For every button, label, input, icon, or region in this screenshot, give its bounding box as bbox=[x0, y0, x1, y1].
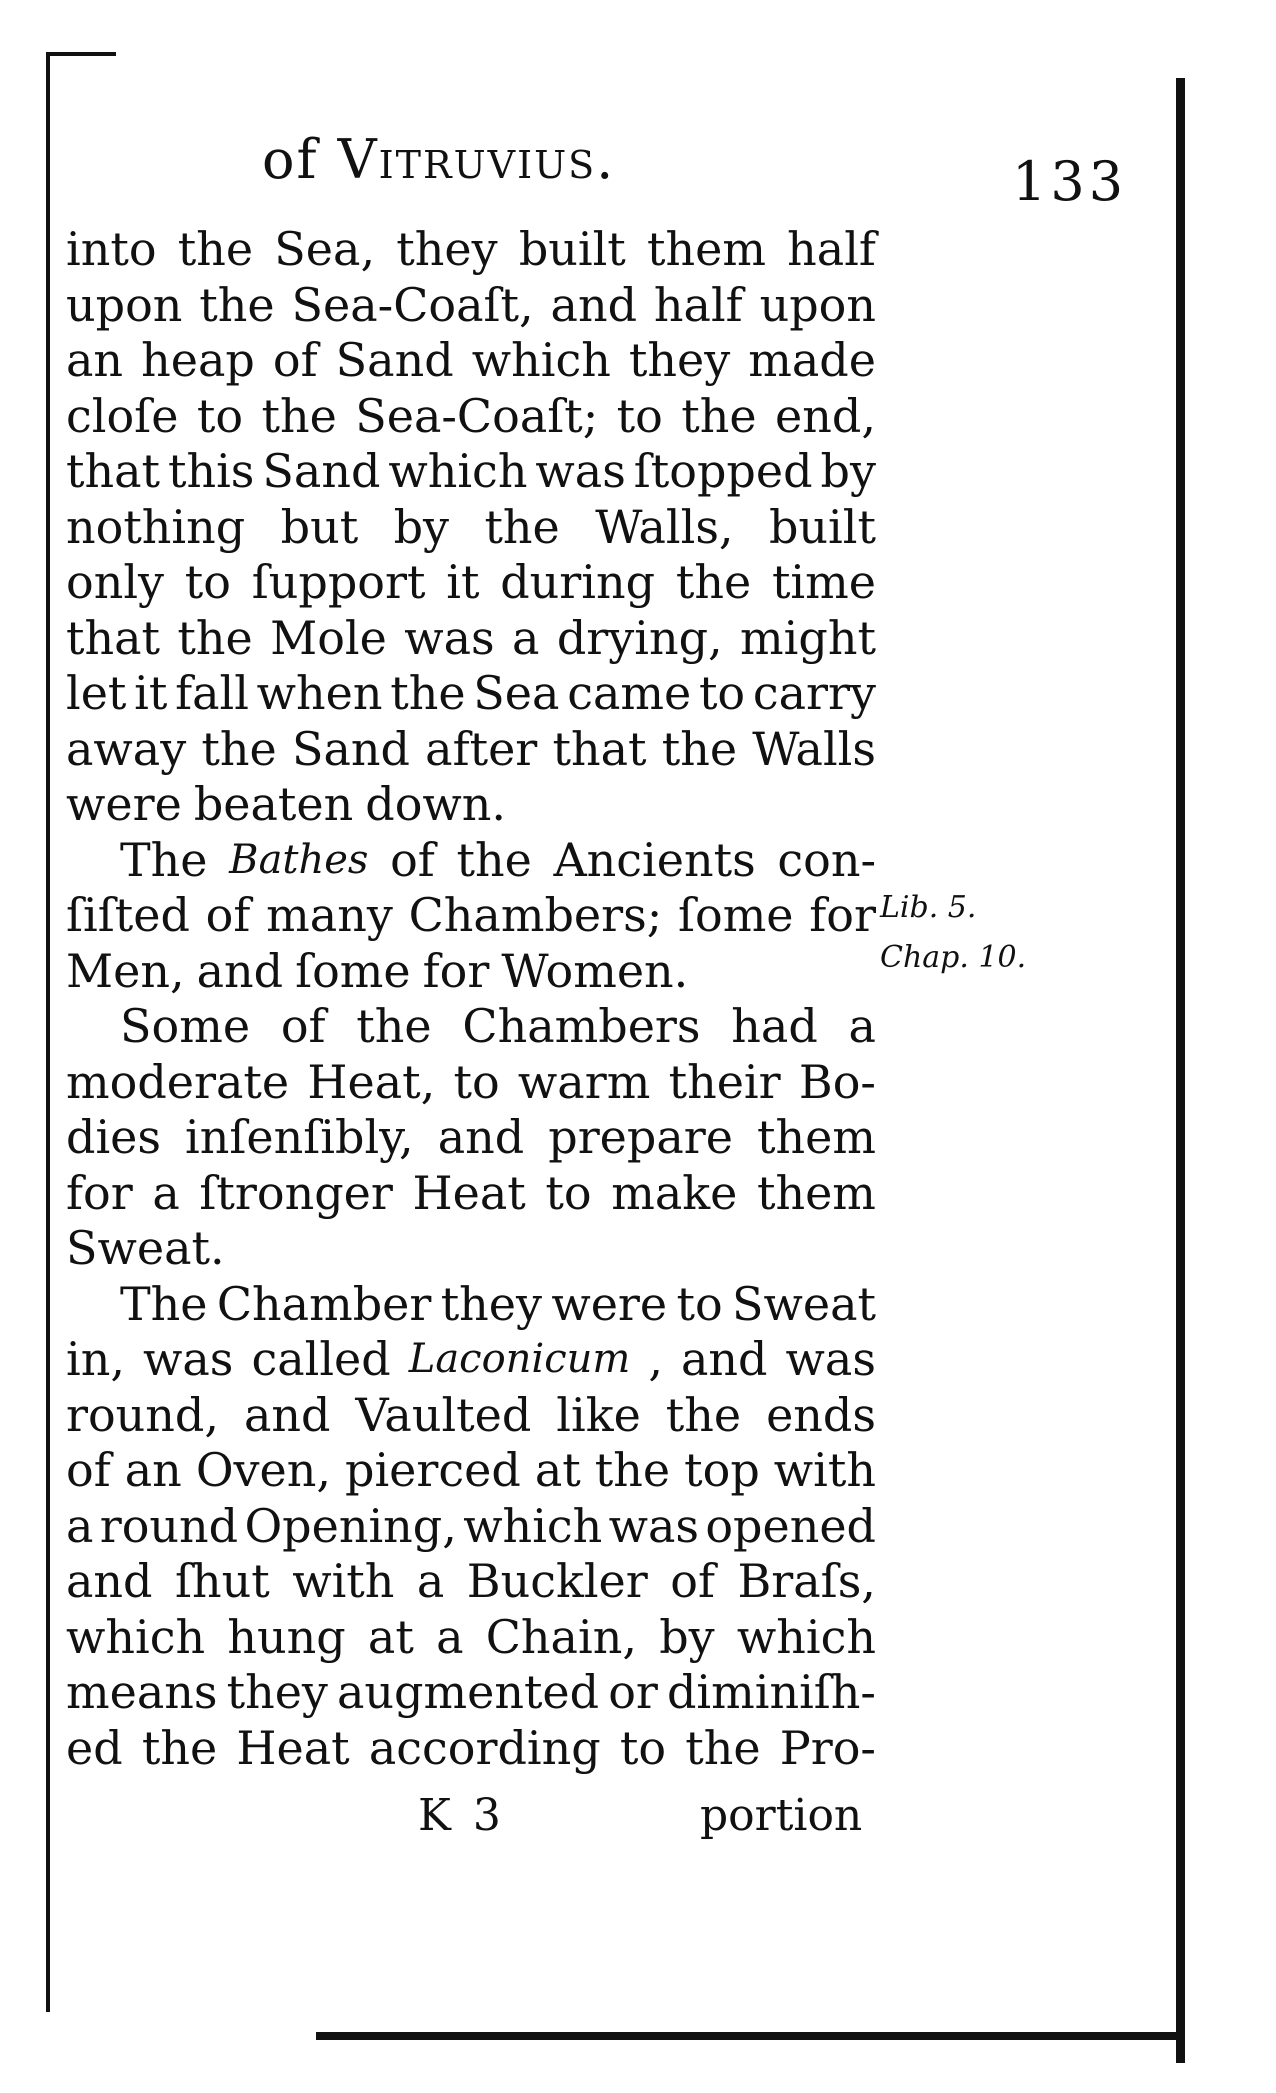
word: but bbox=[280, 499, 359, 554]
word: ſiſted bbox=[66, 888, 190, 942]
text-line bbox=[66, 833, 876, 889]
text-line bbox=[66, 1610, 876, 1666]
word: with bbox=[773, 1443, 876, 1497]
word: half bbox=[787, 222, 876, 276]
word: opened bbox=[705, 1498, 876, 1553]
word: and bbox=[550, 277, 638, 332]
word: ſtopped bbox=[633, 444, 813, 498]
word: of bbox=[280, 999, 326, 1053]
word: by bbox=[393, 499, 450, 554]
word: Chamber bbox=[216, 1276, 432, 1331]
word: a bbox=[848, 999, 876, 1053]
word: heap bbox=[141, 333, 255, 387]
word: Bo- bbox=[798, 1054, 876, 1109]
word: Chambers; bbox=[408, 888, 663, 942]
word: was bbox=[143, 1332, 234, 1386]
word: Sea, bbox=[274, 222, 376, 276]
italic-word: Bathes bbox=[229, 836, 369, 883]
word: to bbox=[453, 1054, 500, 1109]
word: the bbox=[456, 832, 532, 887]
text-line bbox=[66, 888, 876, 944]
page-border-right bbox=[1176, 78, 1185, 2063]
text-line bbox=[66, 333, 876, 389]
word: away bbox=[66, 721, 187, 776]
word: Braſs, bbox=[737, 1554, 876, 1608]
word: cloſe bbox=[66, 388, 179, 443]
word: them bbox=[757, 1110, 876, 1164]
word: the bbox=[356, 999, 432, 1053]
text-line bbox=[66, 1277, 876, 1333]
word: for bbox=[422, 943, 490, 998]
word: ſupport bbox=[251, 555, 426, 609]
word: had bbox=[731, 999, 818, 1053]
word: inſenſibly, bbox=[185, 1110, 414, 1164]
word: it bbox=[134, 666, 168, 720]
text-line bbox=[66, 1443, 876, 1499]
word: half bbox=[653, 277, 743, 332]
word: to bbox=[676, 1276, 723, 1331]
word: was bbox=[608, 1498, 700, 1553]
word: Sweat bbox=[731, 1276, 876, 1331]
word: a bbox=[66, 1498, 94, 1553]
word: them bbox=[647, 222, 766, 276]
word: ed bbox=[66, 1720, 123, 1775]
word: into bbox=[66, 222, 157, 276]
italic-word: Laconicum bbox=[408, 1336, 631, 1382]
word: that bbox=[552, 721, 647, 776]
word: after bbox=[425, 721, 538, 776]
word: which bbox=[736, 1609, 876, 1664]
word: and bbox=[680, 1332, 768, 1386]
word: a bbox=[152, 1165, 180, 1220]
word: pierced bbox=[345, 1443, 521, 1497]
word: upon bbox=[66, 277, 183, 332]
word: augmented bbox=[336, 1665, 600, 1719]
word: ſhut bbox=[174, 1554, 270, 1608]
word: and bbox=[66, 1554, 153, 1608]
text-line bbox=[66, 1499, 876, 1555]
word: of bbox=[205, 888, 251, 942]
text-line bbox=[66, 1332, 876, 1388]
word: the bbox=[141, 1720, 218, 1775]
body-text bbox=[66, 222, 876, 1776]
text-line bbox=[66, 222, 876, 278]
word: was bbox=[535, 444, 626, 498]
running-head-of: of bbox=[262, 128, 319, 191]
word: round, bbox=[66, 1387, 220, 1442]
word: with bbox=[292, 1554, 395, 1608]
word: warm bbox=[517, 1054, 651, 1109]
word: a bbox=[512, 610, 540, 665]
word: prepare bbox=[548, 1110, 733, 1164]
word: the bbox=[390, 666, 466, 720]
word: Men, bbox=[66, 943, 185, 998]
text-line bbox=[66, 389, 876, 445]
word: many bbox=[266, 888, 393, 942]
word: to bbox=[196, 388, 244, 443]
text-line bbox=[66, 1166, 876, 1222]
word: Chambers bbox=[462, 999, 701, 1053]
word: at bbox=[534, 1443, 581, 1497]
word: the bbox=[484, 499, 560, 554]
word: upon bbox=[759, 277, 876, 332]
word: and bbox=[196, 943, 284, 998]
text-line bbox=[66, 666, 876, 722]
page-number: 133 bbox=[1012, 150, 1128, 213]
word: the bbox=[681, 388, 757, 443]
word: , bbox=[648, 1332, 663, 1386]
word: which bbox=[463, 1498, 603, 1553]
word: hung bbox=[227, 1609, 346, 1664]
word: down. bbox=[365, 777, 507, 831]
word: Sand bbox=[335, 333, 454, 387]
word: was bbox=[404, 610, 495, 665]
word: means bbox=[66, 1665, 218, 1719]
word: which bbox=[66, 1609, 206, 1664]
word: only bbox=[66, 555, 165, 609]
text-line bbox=[66, 555, 876, 611]
text-line bbox=[66, 500, 876, 556]
word: of bbox=[272, 333, 318, 387]
word: or bbox=[608, 1665, 658, 1719]
word: they bbox=[226, 1665, 328, 1719]
word: according bbox=[368, 1720, 601, 1775]
word: Sweat. bbox=[66, 1221, 225, 1275]
word: Sea bbox=[473, 666, 560, 720]
margin-note-chap: Chap. 10. bbox=[880, 940, 1027, 975]
word: Heat bbox=[412, 1165, 526, 1220]
word: ſome bbox=[295, 943, 411, 998]
word: ends bbox=[766, 1387, 876, 1442]
word: dies bbox=[66, 1110, 161, 1164]
word: a bbox=[416, 1554, 445, 1608]
word: the bbox=[685, 1720, 761, 1775]
word: was bbox=[785, 1332, 876, 1386]
word: for bbox=[66, 1165, 133, 1220]
word: their bbox=[668, 1054, 781, 1109]
text-line bbox=[66, 777, 876, 833]
word: fall bbox=[175, 666, 249, 720]
word: Buckler bbox=[466, 1554, 648, 1608]
word: built bbox=[768, 499, 876, 554]
text-line bbox=[66, 611, 876, 667]
word: came bbox=[567, 666, 692, 720]
word: when bbox=[256, 666, 383, 720]
word: Heat bbox=[236, 1720, 350, 1775]
word: of bbox=[66, 1443, 111, 1497]
text-line bbox=[66, 722, 876, 778]
word: moderate bbox=[66, 1054, 290, 1109]
word: the bbox=[675, 555, 752, 609]
catchword: portion bbox=[700, 1790, 863, 1841]
word: the bbox=[199, 277, 275, 332]
word: in, bbox=[66, 1332, 125, 1386]
word: were bbox=[66, 777, 182, 831]
text-line bbox=[66, 1665, 876, 1721]
word: round bbox=[99, 1498, 239, 1553]
word: and bbox=[437, 1110, 525, 1164]
text-line bbox=[66, 944, 876, 1000]
word: the bbox=[201, 721, 277, 776]
word: an bbox=[66, 333, 124, 387]
word: built bbox=[518, 222, 626, 276]
word: of bbox=[390, 832, 435, 887]
text-line bbox=[66, 1110, 876, 1166]
word: Sand bbox=[262, 444, 381, 498]
word: Pro- bbox=[779, 1720, 876, 1775]
word: Heat, bbox=[307, 1054, 436, 1109]
word: diminiſh- bbox=[666, 1665, 876, 1719]
word: Women. bbox=[501, 943, 689, 998]
word: Walls bbox=[752, 721, 876, 776]
word: Vaulted bbox=[355, 1387, 532, 1442]
word: which bbox=[388, 444, 528, 498]
word: to bbox=[616, 388, 663, 443]
word: called bbox=[251, 1332, 391, 1386]
word: to bbox=[698, 666, 746, 720]
word: the bbox=[661, 721, 738, 776]
word: Chain, bbox=[485, 1609, 637, 1664]
word: The bbox=[120, 1276, 208, 1331]
word: Mole bbox=[270, 610, 387, 665]
word: Sand bbox=[291, 721, 410, 776]
text-line bbox=[66, 1388, 876, 1444]
word: like bbox=[556, 1387, 641, 1442]
text-line bbox=[66, 1554, 876, 1610]
word: and bbox=[243, 1387, 331, 1442]
word: made bbox=[748, 333, 876, 387]
word: Walls, bbox=[595, 499, 734, 554]
word: they bbox=[628, 333, 731, 387]
word: con- bbox=[777, 832, 876, 887]
word: the bbox=[261, 388, 337, 443]
word: The bbox=[120, 832, 208, 887]
text-line bbox=[66, 278, 876, 334]
signature-mark: K 3 bbox=[418, 1790, 505, 1841]
text-line bbox=[66, 1221, 876, 1277]
word: the bbox=[665, 1387, 742, 1442]
word: ſtronger bbox=[199, 1165, 393, 1220]
page-border-bottom bbox=[316, 2032, 1184, 2040]
word: during bbox=[500, 555, 656, 609]
word: which bbox=[471, 333, 611, 387]
word: Ancients bbox=[553, 832, 756, 887]
word: they bbox=[440, 1276, 543, 1331]
text-line bbox=[66, 1055, 876, 1111]
word: Sea-Coaſt; bbox=[355, 388, 599, 443]
word: carry bbox=[752, 666, 876, 720]
word: of bbox=[670, 1554, 715, 1608]
word: might bbox=[740, 610, 876, 665]
word: them bbox=[756, 1165, 876, 1220]
word: the bbox=[177, 222, 254, 276]
page-border-top bbox=[46, 52, 116, 56]
word: the bbox=[594, 1443, 671, 1497]
word: Opening, bbox=[244, 1498, 457, 1553]
text-line bbox=[66, 999, 876, 1055]
word: by bbox=[659, 1609, 715, 1664]
word: nothing bbox=[66, 499, 246, 554]
word: they bbox=[396, 222, 498, 276]
word: the bbox=[177, 610, 253, 665]
word: by bbox=[820, 444, 876, 498]
word: to bbox=[619, 1720, 667, 1775]
word: end, bbox=[775, 388, 876, 443]
word: that bbox=[66, 444, 161, 498]
word: beaten bbox=[193, 777, 354, 831]
word: at bbox=[367, 1609, 414, 1664]
word: Oven, bbox=[195, 1443, 331, 1497]
word: Some bbox=[120, 999, 251, 1053]
word: that bbox=[66, 610, 161, 665]
word: to bbox=[545, 1165, 592, 1220]
word: drying, bbox=[556, 610, 723, 665]
word: to bbox=[184, 555, 231, 609]
margin-note-lib: Lib. 5. bbox=[880, 890, 977, 925]
text-line bbox=[66, 1721, 876, 1777]
running-head-title: Vitruvius. bbox=[337, 128, 616, 191]
word: a bbox=[436, 1609, 464, 1664]
word: an bbox=[124, 1443, 182, 1497]
word: make bbox=[611, 1165, 738, 1220]
word: were bbox=[551, 1276, 668, 1331]
page-border-left bbox=[46, 52, 50, 2012]
word: for bbox=[809, 888, 876, 942]
word: it bbox=[446, 555, 480, 609]
word: top bbox=[684, 1443, 760, 1497]
word: this bbox=[167, 444, 255, 498]
text-line bbox=[66, 444, 876, 500]
running-head bbox=[262, 128, 615, 191]
word: let bbox=[66, 666, 127, 720]
word: ſome bbox=[677, 888, 794, 942]
word: Sea-Coaſt, bbox=[291, 277, 534, 332]
word: time bbox=[771, 555, 876, 609]
